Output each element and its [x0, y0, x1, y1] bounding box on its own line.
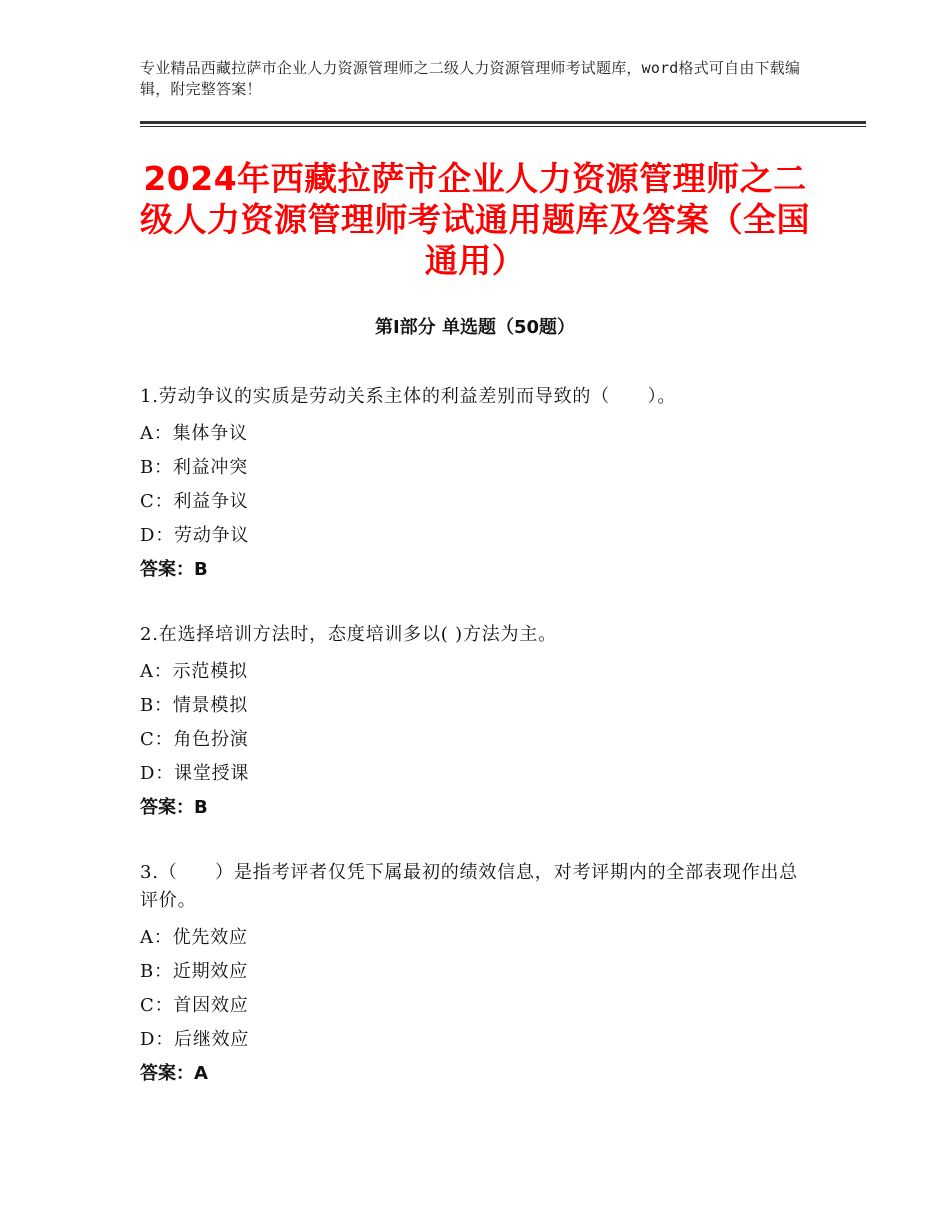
- option-d: D：课堂授课: [140, 763, 250, 784]
- option-a: A：集体争议: [140, 423, 248, 444]
- option-c: C：首因效应: [140, 995, 249, 1016]
- header-rule-thick: [140, 121, 866, 124]
- option-a: A：示范模拟: [140, 661, 248, 682]
- question-stem: 3.（ ）是指考评者仅凭下属最初的绩效信息，对考评期内的全部表现作出总评价。: [140, 862, 798, 911]
- question-3: [140, 859, 810, 1091]
- section-title: 第Ⅰ部分 单选题（50题）: [374, 317, 575, 338]
- question-2: [140, 621, 810, 825]
- question-list: [140, 383, 810, 1125]
- option-c: C：角色扮演: [140, 729, 249, 750]
- option-c: C：利益争议: [140, 491, 249, 512]
- question-answer: 答案：B: [140, 797, 208, 818]
- option-b: B：情景模拟: [140, 695, 249, 716]
- header-rule-thin: [140, 126, 866, 127]
- option-d: D：后继效应: [140, 1029, 250, 1050]
- document-title: 2024年西藏拉萨市企业人力资源管理师之二级人力资源管理师考试通用题库及答案（全国通用）: [140, 159, 810, 280]
- option-b: B：利益冲突: [140, 457, 249, 478]
- option-b: B：近期效应: [140, 961, 249, 982]
- question-stem: 1.劳动争议的实质是劳动关系主体的利益差别而导致的（ ）。: [140, 386, 677, 407]
- question-answer: 答案：A: [140, 1063, 208, 1084]
- header-note: 专业精品西藏拉萨市企业人力资源管理师之二级人力资源管理师考试题库，word格式可自由下载编辑，附完整答案！: [140, 59, 801, 98]
- question-1: [140, 383, 810, 587]
- question-stem: 2.在选择培训方法时，态度培训多以( )方法为主。: [140, 624, 557, 645]
- option-a: A：优先效应: [140, 927, 248, 948]
- option-d: D：劳动争议: [140, 525, 250, 546]
- question-answer: 答案：B: [140, 559, 208, 580]
